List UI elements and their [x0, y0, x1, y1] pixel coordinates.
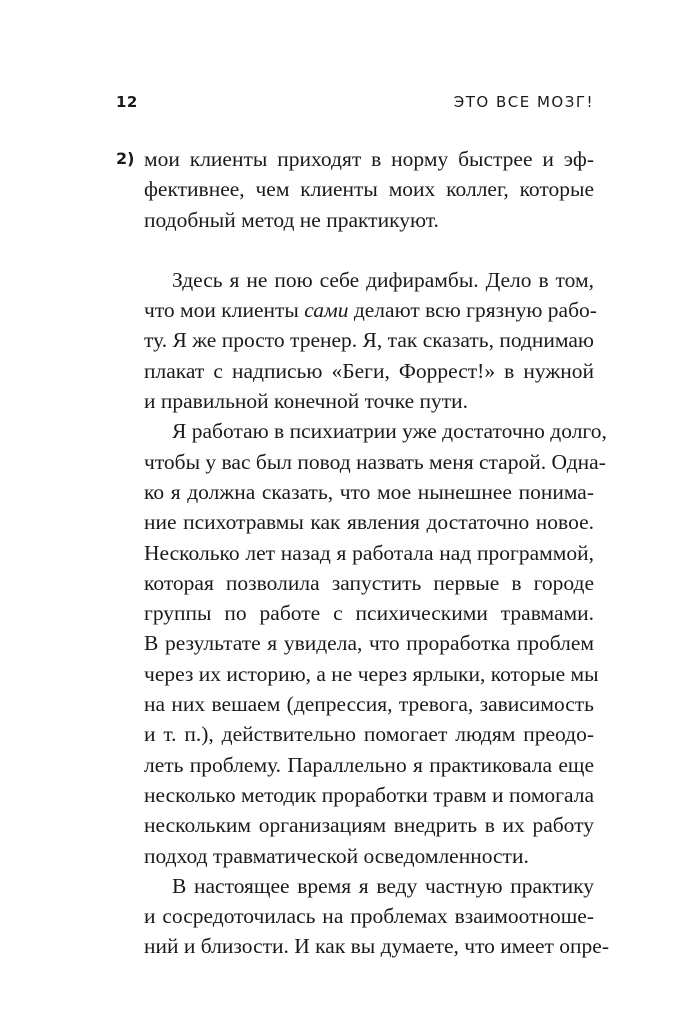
text-line: В результате я увидела, что проработка проблем [144, 631, 594, 656]
text-line: Здесь я не пою себе дифирамбы. Дело в том, [172, 267, 594, 292]
text-line: подобный метод не практикуют. [144, 207, 439, 232]
text-line: Я работаю в психиатрии уже достаточно долго, [172, 419, 607, 444]
list-marker: 2) [116, 149, 135, 168]
text-line: и сосредоточилась на проблемах взаимоотноше- [144, 904, 594, 929]
text-line: через их историю, а не через ярлыки, которые мы [144, 661, 599, 686]
text-line: мои клиенты приходят в норму быстрее и эф- [144, 147, 594, 171]
text-line: несколько методик проработки травм и помогала [144, 782, 594, 807]
text-line: В настоящее время я веду частную практику [172, 873, 594, 898]
text-line: подход травматической осведомленности. [144, 843, 529, 868]
text-line: на них вешаем (депрессия, тревога, зависимость [144, 692, 594, 717]
text-line: ние психотравмы как явления достаточно новое. [144, 510, 594, 535]
list-item [116, 144, 594, 235]
body-text [116, 144, 609, 962]
text-line: леть проблему. Параллельно я практиковала еще [144, 752, 594, 777]
text-line: плакат с надписью «Беги, Форрест!» в нужной [144, 358, 594, 383]
text-line: Несколько лет назад я работала над программой, [144, 540, 594, 565]
paragraph [116, 871, 609, 962]
running-head [116, 93, 594, 115]
text-line: и т. п.), действительно помогает людям преодо- [144, 722, 594, 747]
text-line: чтобы у вас был повод назвать меня старой. Одна- [144, 449, 606, 474]
text-line: группы по работе с психическими травмами. [144, 601, 594, 626]
text-line: нескольким организациям внедрить в их работу [144, 813, 594, 838]
text-line-with-emphasis [116, 295, 597, 325]
page-number: 12 [116, 93, 138, 111]
text-line: которая позволила запустить первые в городе [144, 570, 594, 595]
text-line: фективнее, чем клиенты моих коллег, которые [144, 177, 594, 202]
text-line: ний и близости. И как вы думаете, что имеет опре- [144, 934, 609, 959]
text-fragment: что мои клиенты [144, 298, 305, 323]
text-line: ту. Я же просто тренер. Я, так сказать, поднимаю [144, 328, 594, 353]
paragraph [116, 265, 597, 416]
text-fragment: делают всю грязную рабо- [348, 298, 597, 323]
text-line: ко я должна сказать, что мое нынешнее понима- [144, 479, 594, 504]
book-title: ЭТО ВСЕ МОЗГ! [453, 93, 594, 111]
paragraph [116, 416, 607, 870]
text-line: и правильной конечной точке пути. [144, 389, 469, 414]
emphasis-text: сами [304, 298, 349, 323]
